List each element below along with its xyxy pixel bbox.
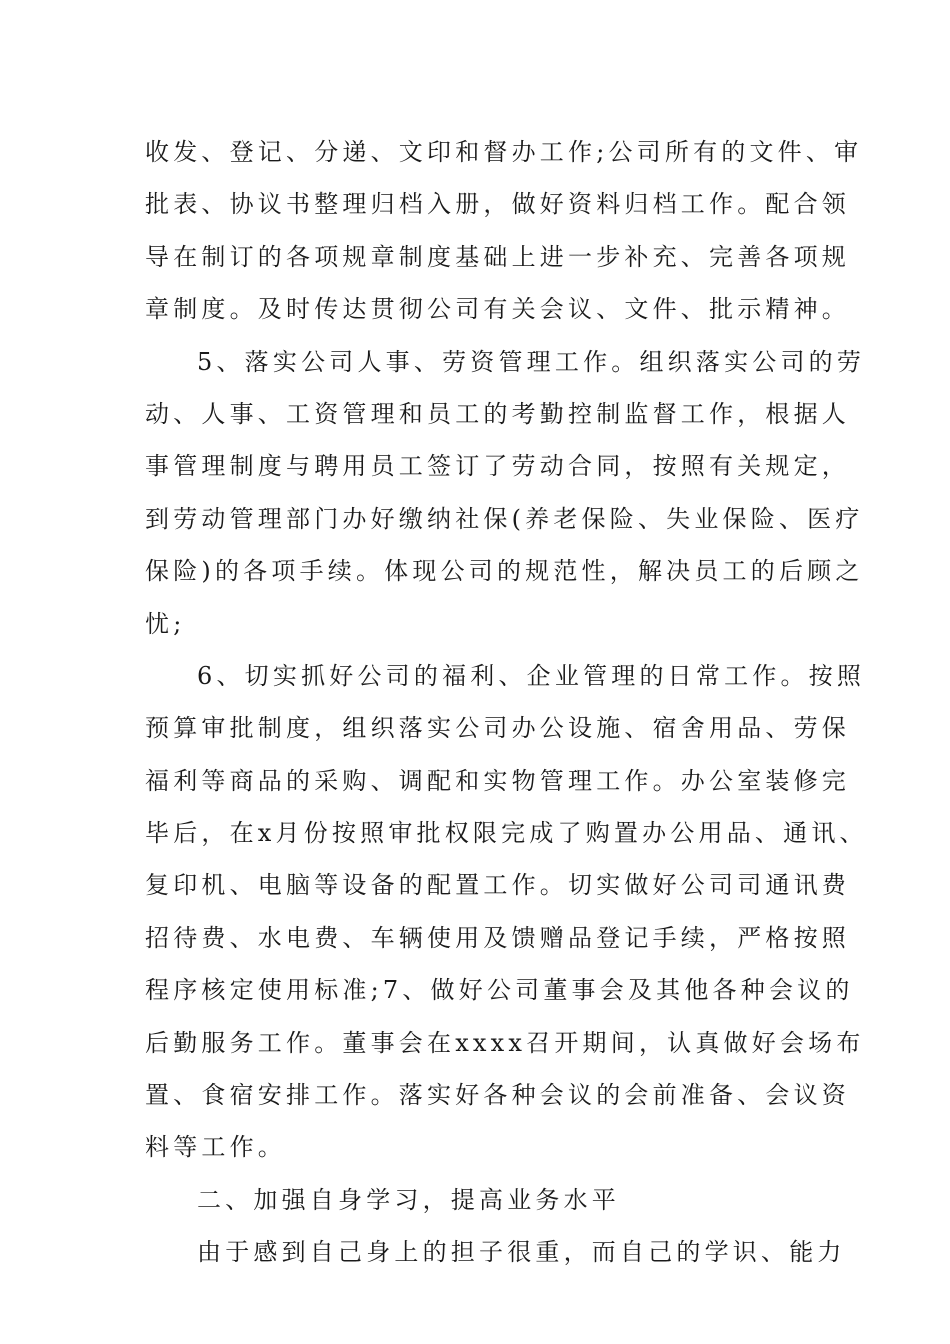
text-line: 由于感到自己身上的担子很重，而自己的学识、能力	[197, 1238, 846, 1267]
text-line: 章制度。及时传达贯彻公司有关会议、文件、批示精神。	[145, 295, 850, 324]
text-line: 程序核定使用标准;7、做好公司董事会及其他各种会议的	[145, 976, 854, 1005]
text-line: 二、加强自身学习，提高业务水平	[197, 1185, 620, 1214]
text-line: 福利等商品的采购、调配和实物管理工作。办公室装修完	[145, 766, 850, 795]
text-line: 导在制订的各项规章制度基础上进一步补充、完善各项规	[145, 242, 850, 271]
text-line: 保险)的各项手续。体现公司的规范性，解决员工的后顾之	[145, 557, 864, 586]
text-line: 复印机、电脑等设备的配置工作。切实做好公司司通讯费	[145, 871, 850, 900]
document-body	[145, 126, 868, 1279]
text-line: 收发、登记、分递、文印和督办工作;公司所有的文件、审	[145, 138, 863, 166]
text-line: 到劳动管理部门办好缴纳社保(养老保险、失业保险、医疗	[145, 504, 864, 533]
text-line: 动、人事、工资管理和员工的考勤控制监督工作，根据人	[145, 399, 850, 428]
text-line: 置、食宿安排工作。落实好各种会议的会前准备、会议资	[145, 1081, 850, 1110]
text-line: 6、切实抓好公司的福利、企业管理的日常工作。按照	[197, 661, 866, 690]
text-line: 忧;	[145, 609, 186, 638]
text-line: 事管理制度与聘用员工签订了劳动合同，按照有关规定，	[145, 452, 850, 481]
text-line: 后勤服务工作。董事会在xxxx召开期间，认真做好会场布	[145, 1028, 865, 1057]
text-line: 批表、协议书整理归档入册，做好资料归档工作。配合领	[145, 190, 850, 219]
text-line: 招待费、水电费、车辆使用及馈赠品登记手续，严格按照	[145, 923, 850, 952]
text-line: 预算审批制度，组织落实公司办公设施、宿舍用品、劳保	[145, 714, 850, 743]
text-line: 毕后，在x月份按照审批权限完成了购置办公用品、通讯、	[145, 819, 868, 848]
text-line: 料等工作。	[145, 1133, 286, 1162]
text-line: 5、落实公司人事、劳资管理工作。组织落实公司的劳	[197, 347, 866, 376]
